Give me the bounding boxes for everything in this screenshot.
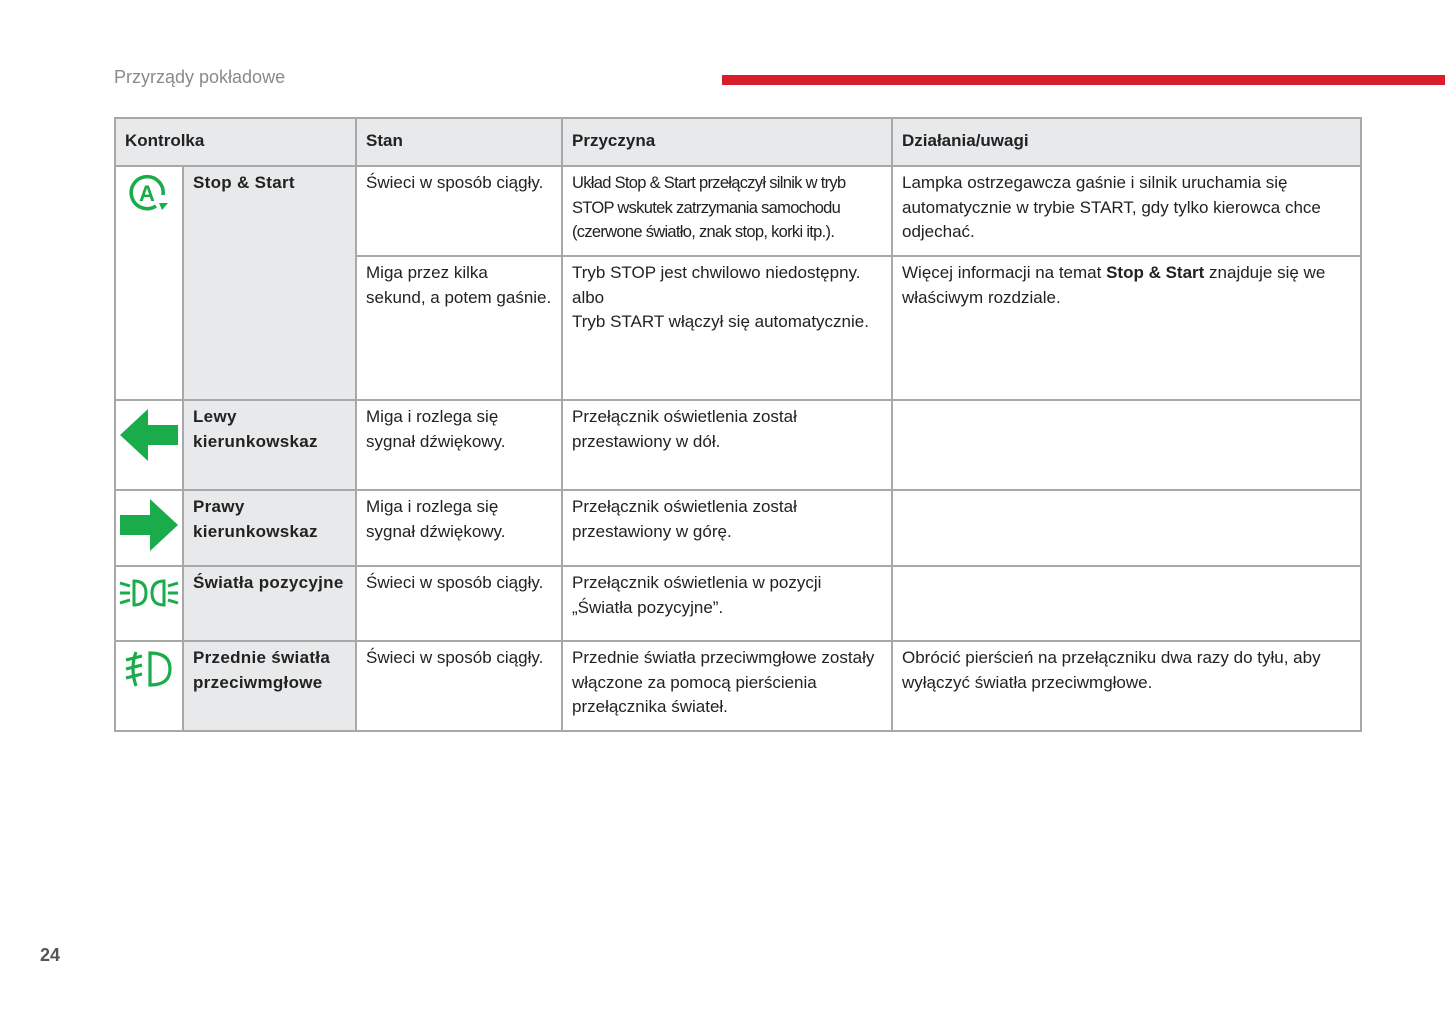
state-cell: Świeci w sposób ciągły. xyxy=(356,641,562,731)
table-row xyxy=(115,566,1361,641)
cause-line: Tryb STOP jest chwilowo niedostępny. xyxy=(572,263,861,282)
action-cell xyxy=(892,490,1361,566)
column-header: Stan xyxy=(356,118,562,166)
light-name: Prawy kierunkowskaz xyxy=(183,490,356,566)
action-cell: Lampka ostrzegawcza gaśnie i silnik uruchamia się automatycznie w trybie START, gdy tylko kierowca chce odjechać. xyxy=(892,166,1361,256)
page-number: 24 xyxy=(40,945,61,965)
cause-line: Tryb START włączył się automatycznie. xyxy=(572,312,869,331)
action-cell xyxy=(892,566,1361,641)
action-bold-text: Stop & Start xyxy=(1106,263,1205,282)
cause-cell: Przełącznik oświetlenia w pozycji „Światła pozycyjne”. xyxy=(562,566,892,641)
column-header: Kontrolka xyxy=(115,118,356,166)
warning-lights-table xyxy=(114,117,1362,732)
light-name: Przednie światła przeciwmgłowe xyxy=(183,641,356,731)
position-lights-icon xyxy=(115,566,183,641)
light-name: Stop & Start xyxy=(183,166,356,400)
stop-start-icon xyxy=(115,166,183,400)
column-header: Działania/uwagi xyxy=(892,118,1361,166)
table-row xyxy=(115,400,1361,490)
cause-cell: Przełącznik oświetlenia został przestawiony w dół. xyxy=(562,400,892,490)
light-name: Lewy kierunkowskaz xyxy=(183,400,356,490)
state-cell: Miga przez kilka sekund, a potem gaśnie. xyxy=(356,256,562,400)
svg-text:A: A xyxy=(139,181,155,206)
action-cell: Obrócić pierścień na przełączniku dwa razy do tyłu, aby wyłączyć światła przeciwmgłowe. xyxy=(892,641,1361,731)
state-cell: Świeci w sposób ciągły. xyxy=(356,566,562,641)
table-row xyxy=(115,490,1361,566)
column-header: Przyczyna xyxy=(562,118,892,166)
light-name: Światła pozycyjne xyxy=(183,566,356,641)
table-header-row xyxy=(115,118,1361,166)
table-row xyxy=(115,166,1361,256)
cause-cell: Przednie światła przeciwmgłowe zostały włączone za pomocą pierścienia przełącznika świateł. xyxy=(562,641,892,731)
action-cell xyxy=(892,256,1361,400)
action-cell xyxy=(892,400,1361,490)
front-fog-lights-icon xyxy=(115,641,183,731)
state-cell: Miga i rozlega się sygnał dźwiękowy. xyxy=(356,400,562,490)
cause-line: albo xyxy=(572,287,605,307)
table-row xyxy=(115,641,1361,731)
state-cell: Świeci w sposób ciągły. xyxy=(356,166,562,256)
cause-cell: Układ Stop & Start przełączył silnik w tryb STOP wskutek zatrzymania samochodu (czerwone światło, znak stop, korki itp.). xyxy=(562,166,892,256)
cause-cell xyxy=(562,256,892,400)
section-title: Przyrządy pokładowe xyxy=(114,67,286,87)
action-text: Więcej informacji na temat xyxy=(902,263,1107,282)
state-cell: Miga i rozlega się sygnał dźwiękowy. xyxy=(356,490,562,566)
header-red-bar xyxy=(722,75,1445,85)
action-text: znajduje się we właściwym rozdziale. xyxy=(902,263,1326,307)
right-arrow-icon xyxy=(115,490,183,566)
cause-cell: Przełącznik oświetlenia został przestawiony w górę. xyxy=(562,490,892,566)
left-arrow-icon xyxy=(115,400,183,490)
